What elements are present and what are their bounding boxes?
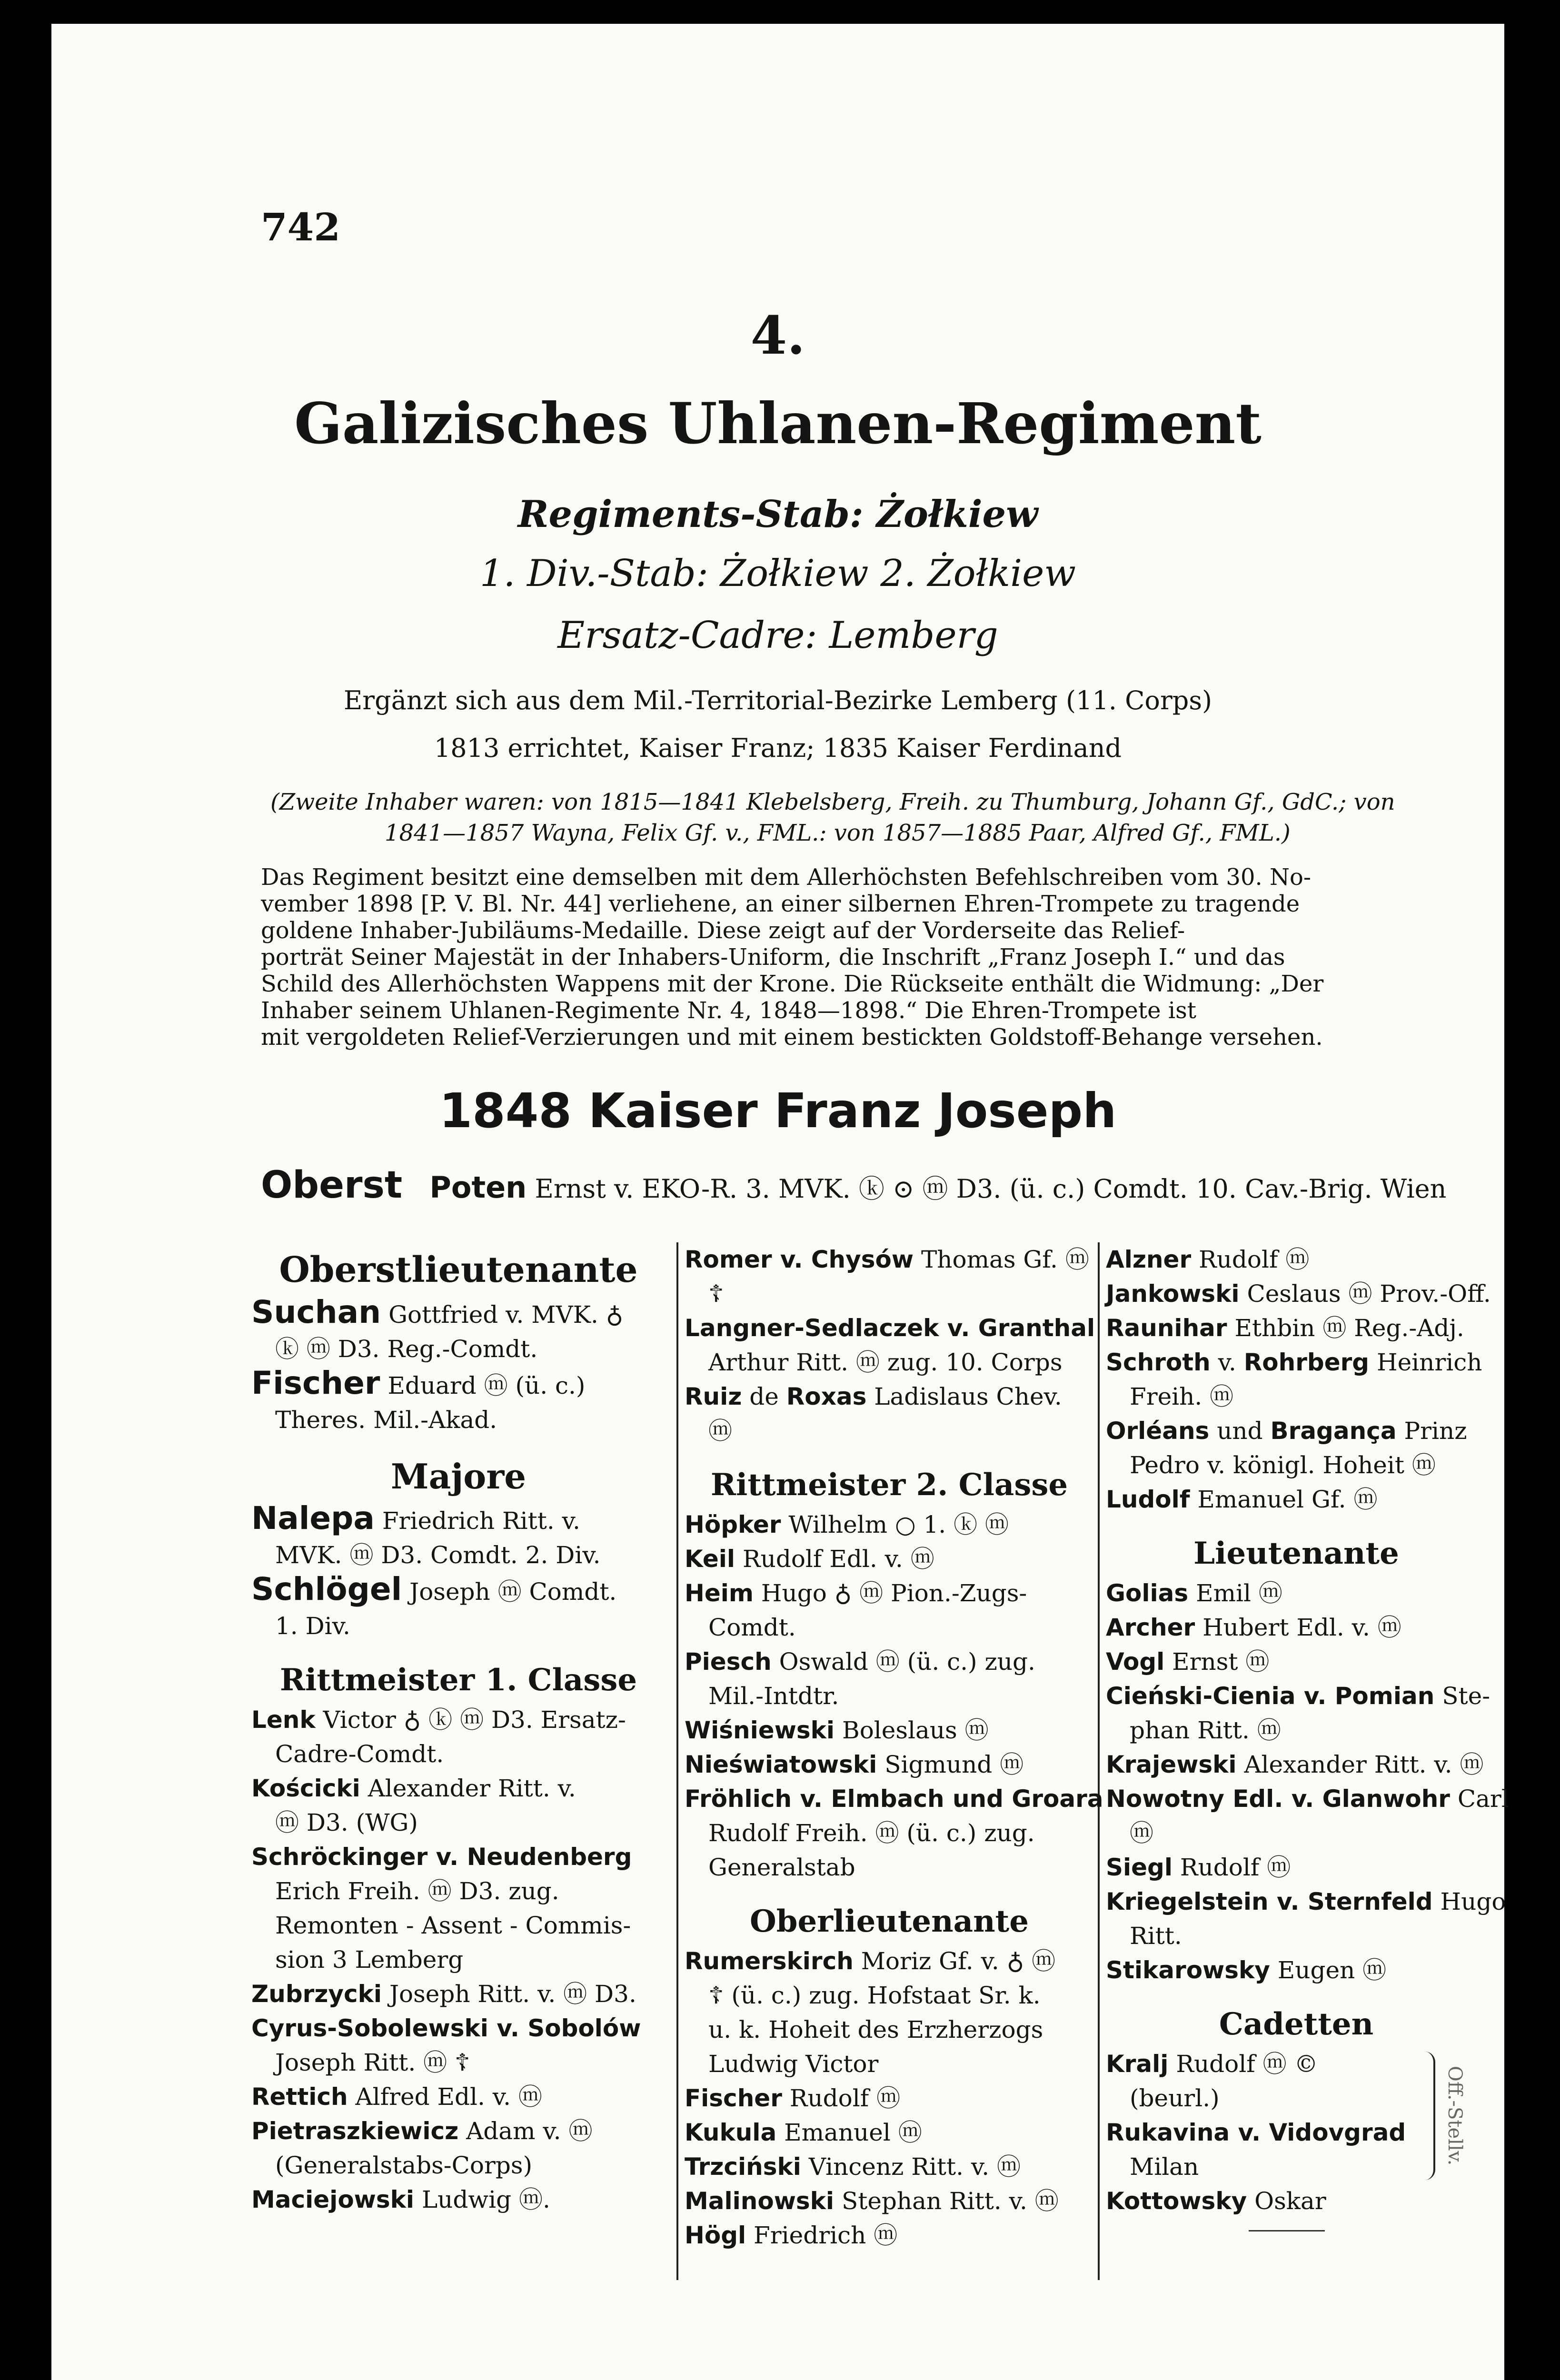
entry-text: Hubert Edl. v. ⓜ [1202, 1614, 1401, 1641]
entry-text: Theres. Mil.-Akad. [275, 1406, 497, 1434]
entry-text: Carl [1457, 1785, 1509, 1813]
entry-text: u. k. Hoheit des Erzherzogs [708, 2016, 1043, 2043]
regiment-stab: Regiments-Stab: Żołkiew [517, 493, 1038, 536]
history-line: vember 1898 [P. V. Bl. Nr. 44] verliehene, an einer silbernen Ehren-Trompete zu tragende [261, 891, 1300, 917]
entry-text: Alfred Edl. v. ⓜ [355, 2083, 542, 2111]
entry-name: Ruiz [685, 1383, 742, 1410]
column-1 [251, 1242, 666, 2217]
entry-name: Rumerskirch [685, 1947, 854, 1975]
section-heading: Majore [390, 1456, 527, 1497]
history-line: porträt Seiner Majestät in der Inhabers-Uniform, die Inschrift „Franz Joseph I.“ und das [261, 944, 1285, 971]
entry-name: Nalepa [251, 1500, 375, 1537]
entry-name: Siegl [1106, 1854, 1172, 1881]
entry-text: Ritt. [1130, 1922, 1182, 1950]
section-heading: Rittmeister 1. Classe [279, 1662, 637, 1698]
entry-name: Golias [1106, 1579, 1189, 1607]
section-heading: Lieutenante [1193, 1536, 1399, 1571]
history-line: Das Regiment besitzt eine demselben mit dem Allerhöchsten Befehlschreiben vom 30. No- [261, 864, 1312, 891]
oberst-label: Oberst [261, 1164, 403, 1207]
bracket [1425, 2052, 1435, 2180]
entry-text: Alexander Ritt. v. ⓜ [1244, 1751, 1484, 1778]
entry-name: Nowotny Edl. v. Glanwohr [1106, 1785, 1450, 1813]
entry-text: Hugo [1440, 1888, 1506, 1915]
entry-text: Eduard ⓜ (ü. c.) [388, 1372, 586, 1399]
entry-name: Kottowsky [1106, 2187, 1247, 2215]
entry-text: Gottfried v. MVK. ♁ [388, 1301, 624, 1329]
entry-text: Rudolf ⓜ [789, 2084, 901, 2112]
entry-name: Alzner [1106, 1246, 1192, 1273]
entry-text: Thomas Gf. ⓜ [921, 1246, 1089, 1273]
entry-name: Kościcki [251, 1775, 360, 1802]
entry-name: Schlögel [251, 1571, 402, 1607]
entry-name: Malinowski [685, 2187, 835, 2215]
entry-name: Cieński-Cienia v. Pomian [1106, 1682, 1435, 1710]
entry-text: Moriz Gf. v. ♁ ⓜ [861, 1947, 1056, 1975]
entry-text: ⓜ D3. (WG) [275, 1809, 418, 1836]
entry-text: Emanuel ⓜ [784, 2119, 922, 2146]
entry-name: Piesch [685, 1648, 772, 1676]
entry-text: Rudolf ⓜ [1180, 1854, 1291, 1881]
entry-text: Freih. ⓜ [1130, 1383, 1234, 1410]
entry-text: phan Ritt. ⓜ [1130, 1716, 1281, 1744]
entry-text: ☦ [708, 1280, 724, 1308]
entry-text: Alexander Ritt. v. [368, 1775, 576, 1802]
column-divider [1098, 1242, 1100, 2280]
page [51, 24, 1509, 2380]
entry-name: Vogl [1106, 1648, 1165, 1676]
history-line: Schild des Allerhöchsten Wappens mit der Krone. Die Rückseite enthält die Widmung: „Der [261, 971, 1324, 997]
entry-name: Heim [685, 1579, 754, 1607]
entry-text: Generalstab [708, 1854, 855, 1881]
entry-text: Ceslaus ⓜ Prov.-Off. [1247, 1280, 1491, 1308]
entry-text: de [749, 1383, 779, 1410]
entry-text: Rudolf ⓜ © [1176, 2050, 1318, 2078]
section-heading: Oberstlieutenante [279, 1250, 638, 1290]
entry-name: Ludolf [1106, 1486, 1190, 1513]
entry-text: Ernst ⓜ [1172, 1648, 1270, 1676]
entry-name: Rettich [251, 2083, 348, 2111]
entry-name: Bragança [1270, 1417, 1397, 1445]
cadetten-group [1106, 2047, 1487, 2218]
entry-text: Rudolf ⓜ [1199, 1246, 1310, 1273]
oberst-name: Poten [429, 1170, 527, 1205]
entry-name: Schroth [1106, 1349, 1211, 1376]
entry-text: ⓜ [1130, 1819, 1153, 1847]
column-divider [676, 1242, 678, 2280]
division-stab: 1. Div.-Stab: Żołkiew 2. Żołkiew [479, 552, 1076, 595]
column-2 [685, 1242, 1103, 2252]
section-heading: Oberlieutenante [750, 1904, 1029, 1939]
entry-name: Högl [685, 2221, 746, 2249]
entry-text: Emil ⓜ [1196, 1579, 1282, 1607]
inhaber-heading: 1848 Kaiser Franz Joseph [439, 1083, 1117, 1139]
entry-name: Wiśniewski [685, 1716, 835, 1744]
entry-text: Joseph Ritt. ⓜ ☦ [275, 2049, 470, 2076]
entry-name: Maciejowski [251, 2186, 415, 2213]
entry-name: Nieświatowski [685, 1751, 877, 1778]
entry-name: Suchan [251, 1294, 381, 1330]
entry-text: Victor ♁ ⓚ ⓜ D3. Ersatz- [323, 1706, 626, 1734]
margin-note: Off.-Stellv. [1444, 2066, 1466, 2166]
zweite-inhaber-2: 1841—1857 Wayna, Felix Gf. v., FML.: von 1857—1885 Paar, Alfred Gf., FML.) [385, 820, 1291, 846]
regiment-title: Galizisches Uhlanen-Regiment [294, 390, 1262, 456]
end-rule [1249, 2230, 1325, 2231]
page-number: 742 [261, 205, 340, 249]
errichtung-line: 1813 errichtet, Kaiser Franz; 1835 Kaiser Ferdinand [434, 733, 1122, 763]
entry-text: Friedrich Ritt. v. [382, 1507, 580, 1535]
entry-name: Fröhlich v. Elmbach und Groara [685, 1785, 1103, 1813]
entry-text: Oskar [1254, 2187, 1326, 2215]
entry-text: Rudolf Freih. ⓜ (ü. c.) zug. [708, 1819, 1035, 1847]
entry-text: Mil.-Intdtr. [708, 1682, 839, 1710]
entry-text: Stephan Ritt. v. ⓜ [841, 2187, 1059, 2215]
entry-text: Joseph ⓜ Comdt. [409, 1578, 617, 1606]
history-line: goldene Inhaber-Jubiläums-Medaille. Diese zeigt auf der Vorderseite das Relief- [261, 917, 1185, 944]
entry-name: Keil [685, 1545, 735, 1573]
history-paragraph [261, 864, 1323, 1051]
entry-name: Höpker [685, 1511, 781, 1538]
section-heading: Rittmeister 2. Classe [710, 1467, 1068, 1503]
entry-text: Vincenz Ritt. v. ⓜ [808, 2153, 1021, 2181]
entry-name: Orléans [1106, 1417, 1210, 1445]
entry-name: Krajewski [1106, 1751, 1237, 1778]
entry-text: v. [1218, 1349, 1236, 1376]
entry-text: MVK. ⓜ D3. Comdt. 2. Div. [275, 1541, 601, 1569]
entry-name: Jankowski [1106, 1280, 1240, 1308]
entry-text: ⓚ ⓜ D3. Reg.-Comdt. [275, 1335, 538, 1363]
entry-text: Ladislaus Chev. [874, 1383, 1062, 1410]
entry-text: Ste- [1442, 1682, 1490, 1710]
entry-text: Heinrich [1376, 1349, 1482, 1376]
entry-text: und [1217, 1417, 1263, 1445]
entry-text: Wilhelm ○ 1. ⓚ ⓜ [788, 1511, 1009, 1538]
entry-name: Lenk [251, 1706, 316, 1734]
column-3 [1106, 1242, 1509, 2218]
entry-name: Roxas [786, 1383, 867, 1410]
entry-text: Prinz [1404, 1417, 1467, 1445]
oberst-row [261, 1164, 1446, 1207]
entry-text: Ludwig Victor [708, 2050, 879, 2078]
entry-text: Rudolf Edl. v. ⓜ [742, 1545, 934, 1573]
oberst-details: Ernst v. EKO-R. 3. MVK. ⓚ ⊙ ⓜ D3. (ü. c.) Comdt. 10. Cav.-Brig. Wien [535, 1174, 1447, 1204]
history-line: mit vergoldeten Relief-Verzierungen und mit einem bestickten Goldstoff-Behange versehen. [261, 1024, 1323, 1051]
entry-text: Remonten - Assent - Commis- [275, 1912, 631, 1939]
entry-text: Oswald ⓜ (ü. c.) zug. [779, 1648, 1035, 1676]
entry-text: Cadre-Comdt. [275, 1740, 444, 1768]
entry-text: Ethbin ⓜ Reg.-Adj. [1234, 1314, 1464, 1342]
entry-name: Rukavina v. Vidovgrad [1106, 2119, 1406, 2146]
entry-name: Zubrzycki [251, 1980, 382, 2008]
entry-text: Erich Freih. ⓜ D3. zug. [275, 1877, 559, 1905]
entry-text: Pedro v. königl. Hoheit ⓜ [1130, 1451, 1436, 1479]
entry-name: Kriegelstein v. Sternfeld [1106, 1888, 1433, 1915]
ergaenzung-line: Ergänzt sich aus dem Mil.-Territorial-Bezirke Lemberg (11. Corps) [343, 685, 1212, 715]
entry-text: ⓜ [708, 1417, 732, 1445]
entry-text: Arthur Ritt. ⓜ zug. 10. Corps [708, 1349, 1063, 1376]
entry-name: Trzciński [685, 2153, 801, 2181]
entry-name: Pietraszkiewicz [251, 2117, 459, 2145]
entry-text: Comdt. [708, 1614, 796, 1641]
entry-name: Romer v. Chysów [685, 1246, 914, 1273]
entry-text: Eugen ⓜ [1277, 1956, 1387, 1984]
entry-text: Sigmund ⓜ [884, 1751, 1024, 1778]
entry-name: Rohrberg [1243, 1349, 1370, 1376]
entry-name: Schröckinger v. Neudenberg [251, 1843, 632, 1871]
entry-name: Langner-Sedlaczek v. Granthal [685, 1314, 1095, 1342]
entry-name: Archer [1106, 1614, 1195, 1641]
history-line: Inhaber seinem Uhlanen-Regimente Nr. 4, 1848—1898.“ Die Ehren-Trompete ist [261, 997, 1196, 1024]
entry-text: (Generalstabs-Corps) [275, 2152, 533, 2179]
entry-text: ☦ (ü. c.) zug. Hofstaat Sr. k. [708, 1982, 1041, 2009]
entry-name: Kralj [1106, 2050, 1169, 2078]
entry-name: Stikarowsky [1106, 1956, 1270, 1984]
entry-text: Milan [1130, 2153, 1199, 2181]
entry-text: Joseph Ritt. v. ⓜ D3. [389, 1980, 636, 2008]
entry-text: Adam v. ⓜ [466, 2117, 593, 2145]
entry-name: Fischer [685, 2084, 782, 2112]
entry-text: (beurl.) [1130, 2084, 1220, 2112]
entry-name: Kukula [685, 2119, 777, 2146]
entry-name: Raunihar [1106, 1314, 1227, 1342]
entry-text: Friedrich ⓜ [754, 2221, 898, 2249]
entry-text: Boleslaus ⓜ [842, 1716, 989, 1744]
entry-text: sion 3 Lemberg [275, 1946, 464, 1973]
entry-name: Cyrus-Sobolewski v. Sobolów [251, 2014, 641, 2042]
section-heading: Cadetten [1219, 2006, 1374, 2042]
regiment-number: 4. [750, 305, 805, 366]
zweite-inhaber-1: (Zweite Inhaber waren: von 1815—1841 Klebelsberg, Freih. zu Thumburg, Johann Gf., GdC.; von [270, 789, 1395, 815]
entry-text: Hugo ♁ ⓜ Pion.-Zugs- [761, 1579, 1027, 1607]
entry-text: Emanuel Gf. ⓜ [1197, 1486, 1378, 1513]
ersatz-cadre: Ersatz-Cadre: Lemberg [557, 614, 998, 657]
entry-text: Ludwig ⓜ. [421, 2186, 550, 2213]
entry-name: Fischer [251, 1365, 380, 1401]
entry-text: 1. Div. [275, 1612, 350, 1640]
